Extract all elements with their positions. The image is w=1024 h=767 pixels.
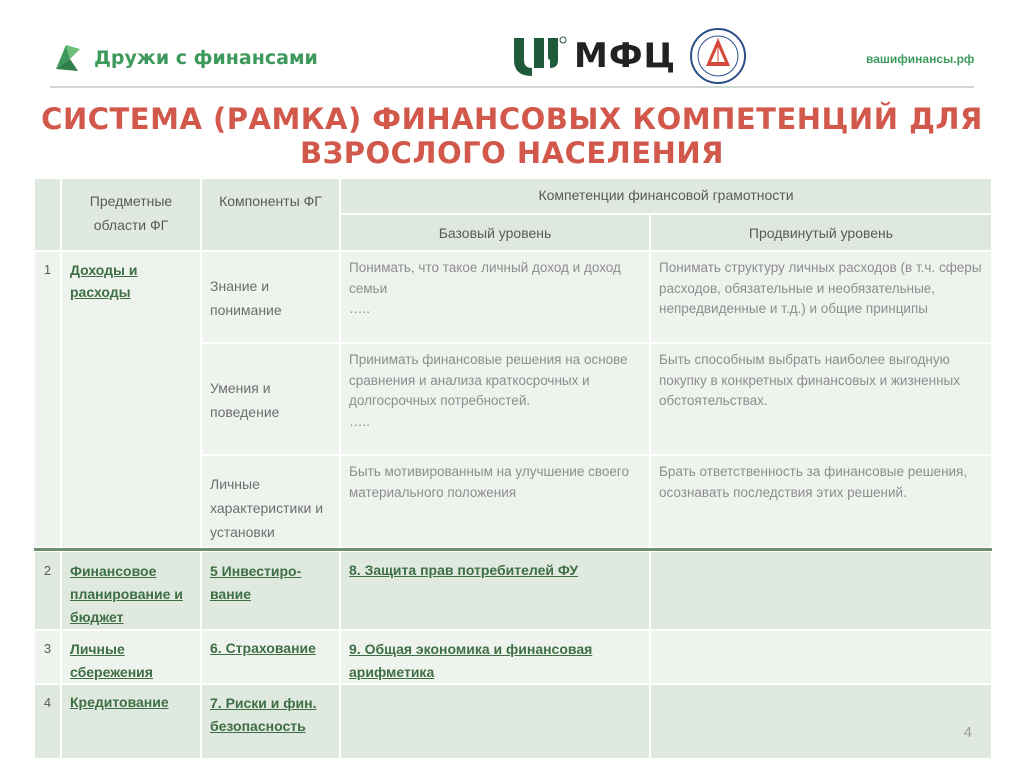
header-components: Компоненты ФГ — [201, 178, 340, 251]
row-3-area-cell — [61, 630, 201, 684]
page-title — [0, 102, 1024, 170]
row-1-component-skills: Умения и поведение — [201, 343, 340, 455]
row-1-advanced-attitudes: Брать ответственность за финансовые решения, осознавать последствия этих решений. — [650, 455, 992, 548]
row-4-number: 4 — [34, 684, 61, 759]
header-num-cell — [34, 178, 61, 251]
header-basic-level: Базовый уровень — [340, 214, 650, 251]
mfc-emblem-icon — [512, 34, 568, 78]
website-link[interactable]: вашифинансы.рф — [866, 52, 975, 66]
row-4-area-cell — [61, 684, 201, 759]
row-1-number: 1 — [34, 251, 61, 548]
row-1-basic-knowledge — [340, 251, 650, 343]
row-1-basic-attitudes: Быть мотивированным на улучшение своего материального положения — [340, 455, 650, 548]
row-3-component-link[interactable]: 6. Страхование — [210, 640, 316, 656]
row-2-component-link[interactable]: 5 Инвестиро-вание — [210, 563, 302, 602]
row-1-component-knowledge: Знание и понимание — [201, 251, 340, 343]
competency-table — [34, 178, 992, 759]
header-competencies: Компетенции финансовой грамотности — [340, 178, 992, 214]
header-divider — [50, 86, 974, 88]
row-2-extra-link[interactable]: 8. Защита прав потребителей ФУ — [349, 562, 579, 578]
row-4-component-cell — [201, 684, 340, 759]
row-2-empty-cell — [650, 551, 992, 630]
row-2-number: 2 — [34, 551, 61, 630]
university-seal-icon — [684, 26, 752, 86]
brand-name: Дружи с финансами — [94, 47, 318, 69]
row-2-area-link[interactable]: Финансовое планирование и бюджет — [70, 563, 183, 625]
row-1-area-link[interactable]: Доходы и расходы — [70, 262, 138, 300]
row-1-basic-skills — [340, 343, 650, 455]
row-2-component-cell — [201, 551, 340, 630]
row-4-component-link[interactable]: 7. Риски и фин. безопасность — [210, 695, 317, 734]
title-line-2: ВЗРОСЛОГО НАСЕЛЕНИЯ — [300, 136, 724, 170]
basic-knowledge-text: Понимать, что такое личный доход и доход семьи — [349, 260, 621, 296]
row-3-empty-cell — [650, 630, 992, 684]
basic-knowledge-more: ….. — [349, 301, 371, 316]
brand-logo — [52, 38, 318, 78]
page-number: 4 — [963, 724, 972, 741]
row-3-number: 3 — [34, 630, 61, 684]
row-3-extra-cell — [340, 630, 650, 684]
row-1-advanced-knowledge: Понимать структуру личных расходов (в т.ч. сферы расходов, обязательные и необязательные, непредвиденные и т.д.) и общие принципы — [650, 251, 992, 343]
basic-skills-text: Принимать финансовые решения на основе сравнения и анализа краткосрочных и долгосрочных потребностей. — [349, 352, 628, 408]
mfc-logo — [512, 34, 676, 78]
brand-leaf-icon — [52, 41, 86, 75]
row-3-component-cell — [201, 630, 340, 684]
header-areas: Предметные области ФГ — [61, 178, 201, 251]
title-line-1: СИСТЕМА (РАМКА) ФИНАНСОВЫХ КОМПЕТЕНЦИЙ ДЛЯ — [41, 102, 983, 136]
basic-skills-more: ….. — [349, 413, 371, 429]
row-1-area-cell — [61, 251, 201, 548]
row-4-area-link[interactable]: Кредитование — [70, 694, 169, 710]
row-1-component-attitudes: Личные характеристики и установки — [201, 455, 340, 548]
row-2-area-cell — [61, 551, 201, 630]
row-4-empty-cell — [650, 684, 992, 759]
row-3-extra-link[interactable]: 9. Общая экономика и финансовая арифметика — [349, 641, 593, 680]
row-4-extra-cell — [340, 684, 650, 759]
row-3-area-link[interactable]: Личные сбережения — [70, 641, 153, 680]
row-1-advanced-skills: Быть способным выбрать наиболее выгодную покупку в конкретных финансовых и жизненных обстоятельствах. — [650, 343, 992, 455]
row-2-extra-cell — [340, 551, 650, 630]
mfc-label: МФЦ — [574, 36, 677, 76]
header-advanced-level: Продвинутый уровень — [650, 214, 992, 251]
